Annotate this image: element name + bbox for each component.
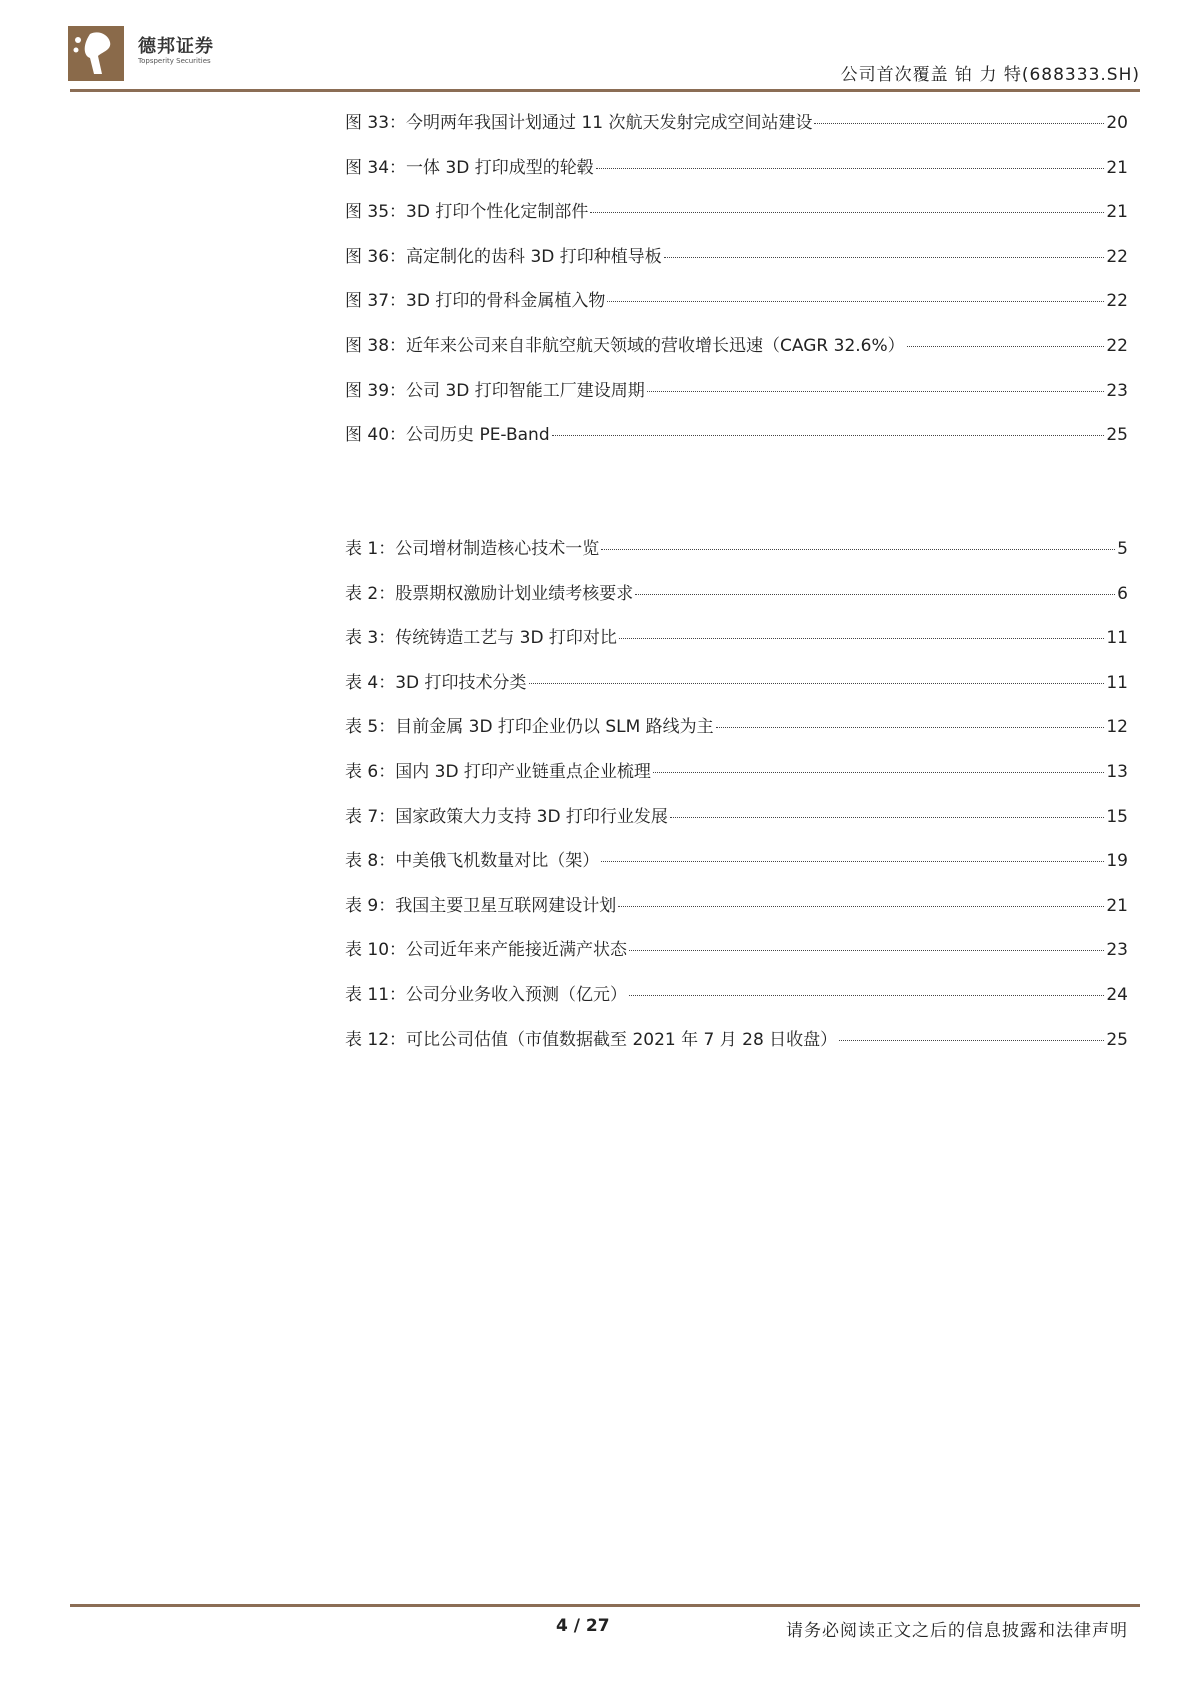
toc-entry-label: 图 34：一体 3D 打印成型的轮毂 <box>345 157 594 178</box>
toc-entry-page: 20 <box>1106 113 1128 133</box>
dot-leader <box>590 212 1104 213</box>
toc-entry-page: 5 <box>1117 539 1128 559</box>
toc-entry[interactable] <box>345 935 1128 980</box>
page-number: 4 / 27 <box>556 1616 610 1636</box>
dot-leader <box>814 123 1104 124</box>
toc-entry-label: 表 11：公司分业务收入预测（亿元） <box>345 984 628 1005</box>
toc-entry-label: 表 12：可比公司估值（市值数据截至 2021 年 7 月 28 日收盘） <box>345 1029 838 1050</box>
toc-entry[interactable] <box>345 980 1128 1025</box>
toc-entry-page: 6 <box>1117 583 1128 604</box>
toc-entry[interactable] <box>345 757 1128 802</box>
dot-leader <box>596 168 1105 169</box>
toc-entry-page: 22 <box>1106 246 1128 267</box>
toc-entry[interactable] <box>345 668 1128 713</box>
toc-entry[interactable] <box>345 376 1128 421</box>
toc-entry[interactable] <box>345 579 1128 624</box>
toc-entry-page: 22 <box>1106 291 1128 312</box>
toc-entry-label: 图 36：高定制化的齿科 3D 打印种植导板 <box>345 246 662 267</box>
disclaimer-note: 请务必阅读正文之后的信息披露和法律声明 <box>786 1621 1128 1641</box>
toc-entry[interactable] <box>345 846 1128 891</box>
toc-entry-label: 表 4：3D 打印技术分类 <box>345 672 527 693</box>
dot-leader <box>529 683 1105 684</box>
dot-leader <box>716 727 1105 728</box>
toc-entry-page: 22 <box>1106 335 1128 356</box>
toc-entry[interactable] <box>345 331 1128 376</box>
dot-leader <box>670 817 1104 818</box>
table-list <box>345 534 1128 1069</box>
toc-entry[interactable] <box>345 623 1128 668</box>
toc-entry-page: 11 <box>1106 628 1128 649</box>
toc-entry-label: 表 2：股票期权激励计划业绩考核要求 <box>345 583 634 604</box>
toc-entry-label: 表 10：公司近年来产能接近满产状态 <box>345 940 628 961</box>
toc-entry-label: 图 35：3D 打印个性化定制部件 <box>345 202 589 223</box>
dot-leader <box>664 257 1105 258</box>
toc-entry[interactable] <box>345 242 1128 287</box>
dot-leader <box>635 594 1115 595</box>
dot-leader <box>839 1040 1104 1041</box>
dot-leader <box>647 391 1105 392</box>
dot-leader <box>619 638 1104 639</box>
toc-entry[interactable] <box>345 153 1128 198</box>
company-logo <box>68 26 268 86</box>
toc-entry-page: 21 <box>1106 157 1128 178</box>
toc-entry-label: 表 8：中美俄飞机数量对比（架） <box>345 851 600 872</box>
toc-entry[interactable] <box>345 534 1128 579</box>
toc-entry-page: 15 <box>1106 806 1128 827</box>
report-header-title: 公司首次覆盖 铂 力 特(688333.SH) <box>840 65 1140 85</box>
toc-entry-page: 24 <box>1106 984 1128 1005</box>
dot-leader <box>629 995 1104 996</box>
toc-entry[interactable] <box>345 891 1128 936</box>
footer-divider <box>70 1604 1140 1607</box>
toc-entry-page: 11 <box>1106 672 1128 693</box>
toc-entry-page: 25 <box>1106 425 1128 446</box>
toc-entry-label: 图 37：3D 打印的骨科金属植入物 <box>345 291 606 312</box>
logo-mark-icon <box>68 26 124 81</box>
toc-entry[interactable] <box>345 286 1128 331</box>
dot-leader <box>607 301 1104 302</box>
toc-entry-page: 13 <box>1106 761 1128 782</box>
toc-entry-label: 图 38：近年来公司来自非航空航天领域的营收增长迅速（CAGR 32.6%） <box>345 335 905 356</box>
toc-entry-label: 表 9：我国主要卫星互联网建设计划 <box>345 895 617 916</box>
dot-leader <box>552 435 1105 436</box>
toc-entry-page: 12 <box>1106 717 1128 738</box>
toc-entry[interactable] <box>345 712 1128 757</box>
toc-entry-label: 表 1：公司增材制造核心技术一览 <box>345 539 600 559</box>
toc-entry[interactable] <box>345 197 1128 242</box>
toc-entry-label: 表 3：传统铸造工艺与 3D 打印对比 <box>345 628 617 649</box>
dot-leader <box>653 772 1104 773</box>
toc-entry-page: 21 <box>1106 202 1128 223</box>
toc-entry-label: 表 7：国家政策大力支持 3D 打印行业发展 <box>345 806 668 827</box>
toc-entry-page: 23 <box>1106 940 1128 961</box>
toc-entry-label: 图 39：公司 3D 打印智能工厂建设周期 <box>345 380 645 401</box>
toc-entry-label: 表 5：目前金属 3D 打印企业仍以 SLM 路线为主 <box>345 717 714 738</box>
toc-entry-label: 图 40：公司历史 PE-Band <box>345 425 550 446</box>
toc-entry-page: 25 <box>1106 1029 1128 1050</box>
toc-entry-page: 19 <box>1106 851 1128 872</box>
logo-text-cn: 德邦证券 <box>138 36 214 57</box>
toc-entry-label: 图 33：今明两年我国计划通过 11 次航天发射完成空间站建设 <box>345 113 813 133</box>
header-divider <box>70 89 1140 92</box>
logo-text-en: Topsperity Securities <box>138 57 211 65</box>
toc-entry-page: 23 <box>1106 380 1128 401</box>
toc-entry-label: 表 6：国内 3D 打印产业链重点企业梳理 <box>345 761 651 782</box>
toc-entry-page: 21 <box>1106 895 1128 916</box>
figure-list <box>345 108 1128 465</box>
toc-entry[interactable] <box>345 802 1128 847</box>
toc-entry[interactable] <box>345 420 1128 465</box>
toc-entry[interactable] <box>345 108 1128 153</box>
dot-leader <box>907 346 1105 347</box>
toc-entry[interactable] <box>345 1025 1128 1070</box>
dot-leader <box>629 950 1104 951</box>
dot-leader <box>601 549 1115 550</box>
dot-leader <box>601 861 1104 862</box>
dot-leader <box>618 906 1104 907</box>
